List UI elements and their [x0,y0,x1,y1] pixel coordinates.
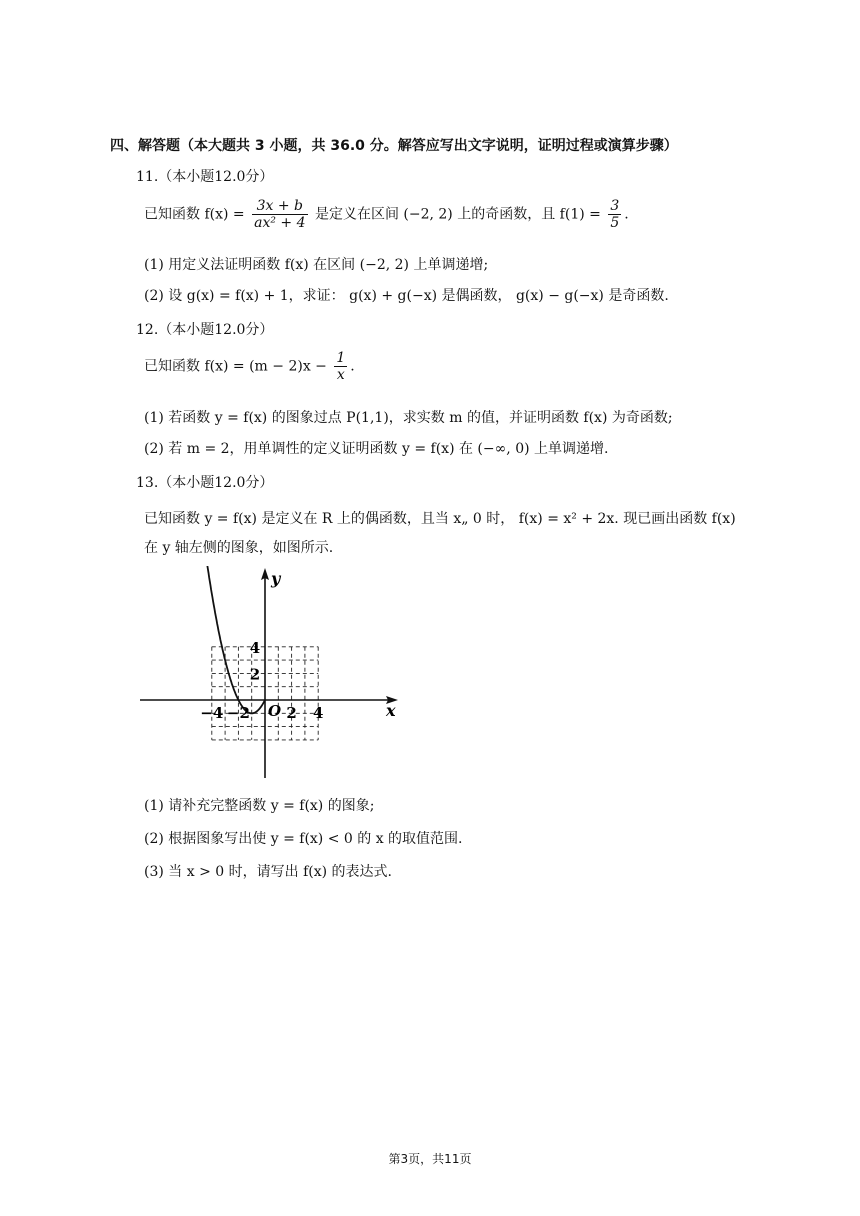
q13-part2: (2) 根据图象写出使 y = f(x) < 0 的 x 的取值范围. [144,831,463,847]
q11-intro-a: 已知函数 f(x) = [144,206,250,223]
q12-fraction [334,350,347,383]
q11-part1: (1) 用定义法证明函数 f(x) 在区间 (−2, 2) 上单调递增; [144,257,489,273]
q11-f1-den: 5 [610,215,620,232]
q12-part1: (1) 若函数 y = f(x) 的图象过点 P(1,1)，求实数 m 的值，并证明函数 f(x) 为奇函数; [144,410,673,426]
graph-tick-labels [200,639,323,722]
q11-intro [144,198,629,231]
q13-part3: (3) 当 x > 0 时，请写出 f(x) 的表达式. [144,864,392,880]
y-axis-label: y [271,569,281,588]
page-footer: 第3页，共11页 [388,1152,472,1166]
q13-intro-line1: 已知函数 y = f(x) 是定义在 R 上的偶函数，且当 x„ 0 时， f(x) = x² + 2x. 现已画出函数 f(x) [144,511,736,527]
q13-intro-line2: 在 y 轴左侧的图象，如图所示. [144,540,334,556]
q11-fraction [252,198,307,231]
q11-part2: (2) 设 g(x) = f(x) + 1，求证： g(x) + g(−x) 是偶函数， g(x) − g(−x) 是奇函数. [144,288,669,304]
function-graph [136,566,406,786]
q13-heading: 13.（本小题12.0分） [136,475,274,491]
q12-intro [144,350,355,383]
q12-heading: 12.（本小题12.0分） [136,322,274,338]
q11-f1-fraction [608,198,621,231]
y-tick-label: 2 [249,665,261,684]
q12-frac-num: 1 [336,350,346,366]
q11-f1-num: 3 [610,198,620,214]
q12-part2: (2) 若 m = 2，用单调性的定义证明函数 y = f(x) 在 (−∞, 0) 上单调递增. [144,441,609,457]
y-tick-label: 4 [249,638,261,657]
x-tick-label: −2 [226,704,250,722]
q12-frac-den: x [336,367,345,384]
x-tick-label: 4 [312,704,324,722]
q11-intro-b: 是定义在区间 (−2, 2) 上的奇函数，且 f(1) = [310,206,606,223]
q11-frac-den: ax² + 4 [254,215,306,232]
x-axis-label: x [386,701,396,720]
origin-label: O [268,702,282,720]
q11-intro-c: . [624,206,629,223]
q13-part1: (1) 请补充完整函数 y = f(x) 的图象; [144,798,375,814]
q11-heading: 11.（本小题12.0分） [136,169,274,185]
q11-frac-num: 3x + b [252,198,307,215]
q12-intro-b: . [350,358,355,375]
q12-intro-a: 已知函数 f(x) = (m − 2)x − [144,358,332,375]
x-tick-label: 2 [286,704,297,722]
x-tick-label: −4 [200,704,224,722]
section-title: 四、解答题（本大题共 3 小题，共 36.0 分。解答应写出文字说明，证明过程或演算步骤） [110,138,678,154]
